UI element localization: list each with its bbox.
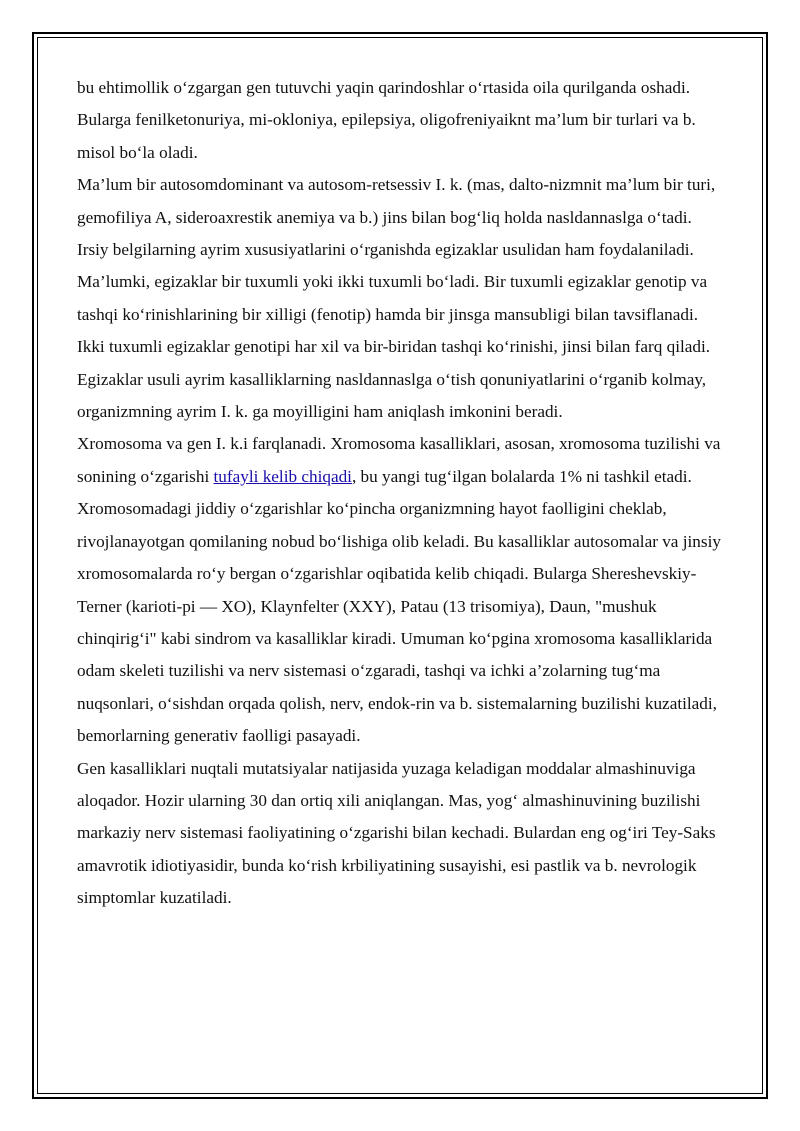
paragraph-4 bbox=[77, 428, 725, 752]
paragraph-3: Irsiy belgilarning ayrim xususiyatlarini o‘rganishda egizaklar usulidan ham foydalaniladi. Ma’lumki, egizaklar bir tuxumli yoki ikki tuxumli bo‘ladi. Bir tuxumli egizaklar genotip va tashqi ko‘rinishlarining bir xilligi (fenotip) hamda bir jinsga mansubligi bilan tavsiflanadi. Ikki tuxumli egizaklar genotipi har xil va bir-biridan tashqi ko‘rinishi, jinsi bilan farq qiladi. Egizaklar usuli ayrim kasalliklarning nasldannaslga o‘tish qonuniyatlarini o‘rganib kolmay, organizmning ayrim I. k. ga moyilligini ham aniqlash imkonini beradi. bbox=[77, 240, 711, 422]
paragraph-4-text-before: Xromosoma va gen I. k.i farqlanadi. Xromosoma kasalliklari, asosan, xromosoma tuzilishi va sonining o‘zgarishi bbox=[77, 434, 721, 486]
paragraph-2: Ma’lum bir autosomdominant va autosom-retsessiv I. k. (mas, dalto-nizmnit ma’lum bir turi, gemofiliya A, sideroaxrestik anemiya va b.) jins bilan bog‘liq holda nasldannaslga o‘tadi. bbox=[77, 175, 716, 227]
document-body bbox=[77, 72, 725, 915]
paragraph-4-text-after: , bu yangi tug‘ilgan bolalarda 1% ni tashkil etadi. Xromosomadagi jiddiy o‘zgarishlar ko‘pincha organizmning hayot faolligini cheklab, rivojlanayotgan qomilaning nobud bo‘lishiga olib keladi. Bu kasalliklar autosomalar va jinsiy xromosomalarda ro‘y bergan o‘zgarishlar oqibatida kelib chiqadi. Bularga Shereshevskiy-Terner (karioti-pi — XO), Klaynfelter (XXY), Patau (13 trisomiya), Daun, "mushuk chinqirig‘i" kabi sindrom va kasalliklar kiradi. Umuman ko‘pgina xromosoma kasalliklarida odam skeleti tuzilishi va nerv sistemasi o‘zgaradi, tashqi va ichki a’zolarning tug‘ma nuqsonlari, o‘sishdan orqada qolish, nerv, endok-rin va b. sistemalarning buzilishi kuzatiladi, bemorlarning generativ faolligi pasayadi. bbox=[77, 466, 721, 746]
paragraph-1: bu ehtimollik o‘zgargan gen tutuvchi yaqin qarindoshlar o‘rtasida oila qurilganda oshadi. Bularga fenilketonuriya, mi-okloniya, epilepsiya, oligofreniyaiknt ma’lum bir turlari va b. misol bo‘la oladi. bbox=[77, 78, 696, 162]
paragraph-5: Gen kasalliklari nuqtali mutatsiyalar natijasida yuzaga keladigan moddalar almashinuviga aloqador. Hozir ularning 30 dan ortiq xili aniqlangan. Mas, yog‘ almashinuvining buzilishi markaziy nerv sistemasi faoliyatining o‘zgarishi bilan kechadi. Bulardan eng og‘iri Tey-Saks amavrotik idiotiyasidir, bunda ko‘rish krbiliyatining susayishi, esi pastlik va b. nevrologik simptomlar kuzatiladi. bbox=[77, 758, 716, 908]
inline-link[interactable]: tufayli kelib chiqadi bbox=[213, 466, 352, 486]
